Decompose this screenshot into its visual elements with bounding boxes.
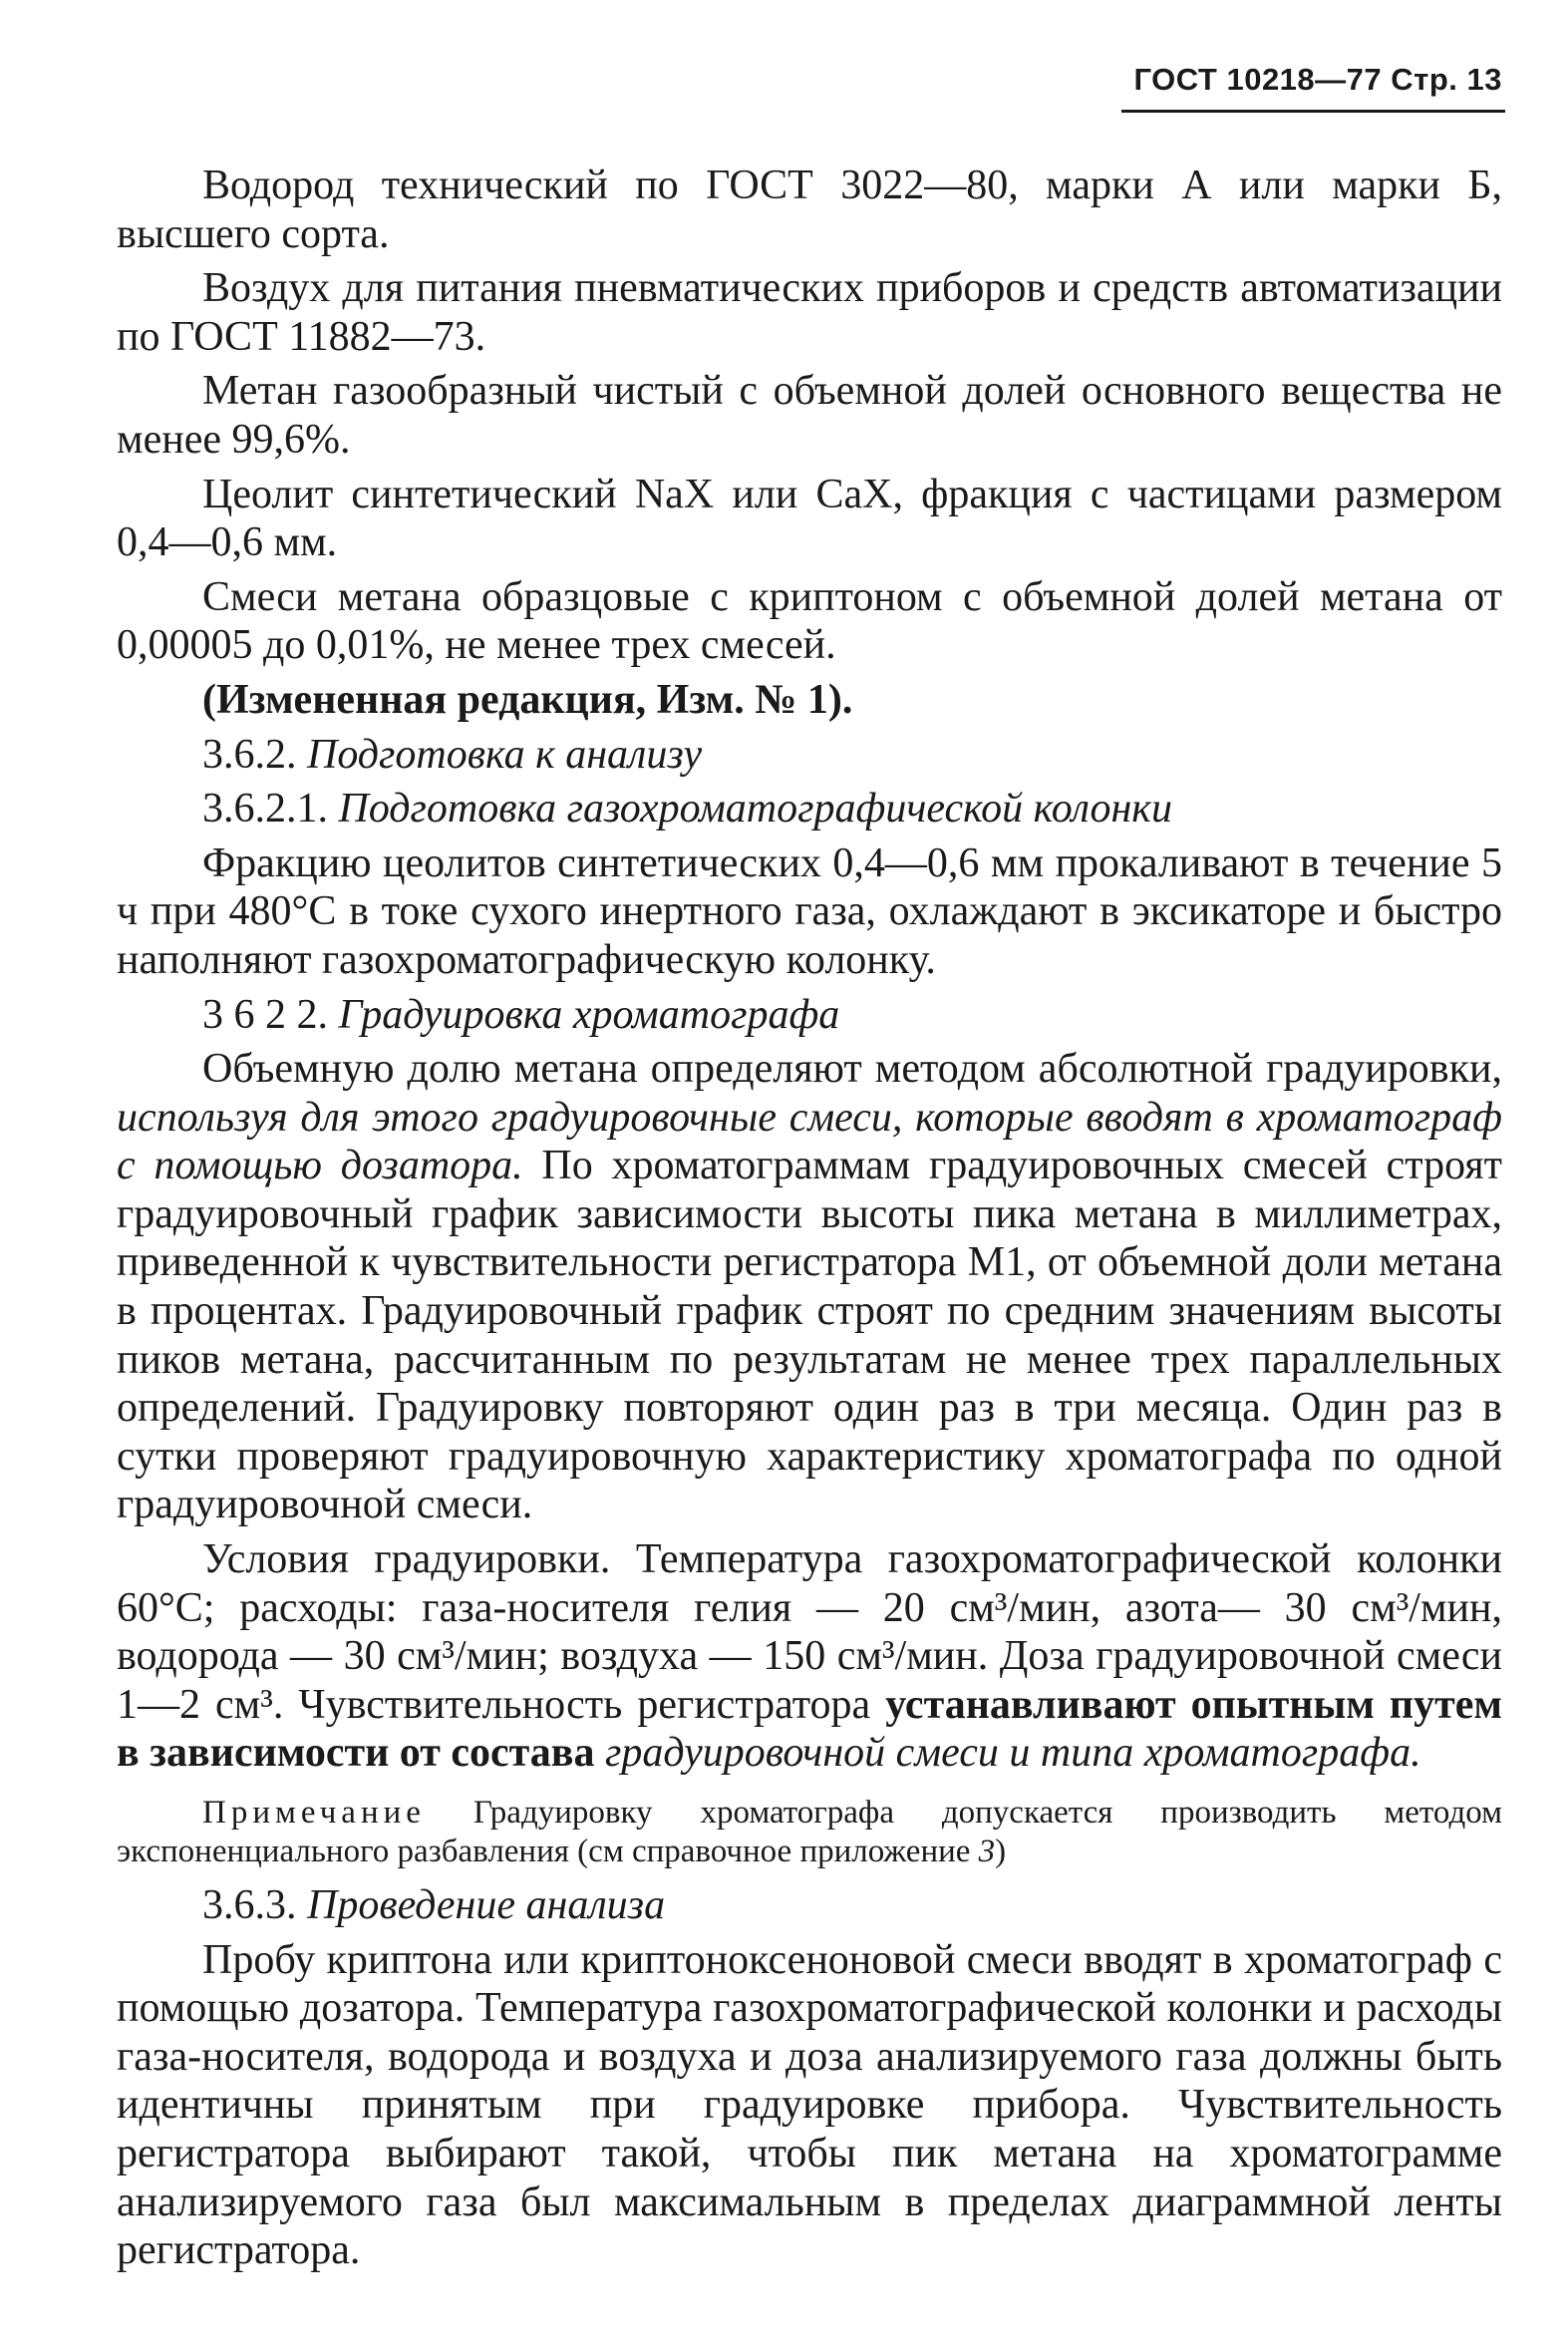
paragraph-mixtures: Смеси метана образцовые с криптоном с объемной долей метана от 0,00005 до 0,01%, не менее трех смесей. [117, 573, 1502, 669]
section-title: Градуировка хроматографа [338, 991, 840, 1038]
section-title: Проведение анализа [307, 1882, 666, 1928]
calibration-text-c: По хроматограммам градуировочных смесей строят градуировочный график зависимости высоты пика метана в миллиметрах, приведенной к чувствительности регистратора М1, от объемной доли метана в процентах. Градуировочный график строят по средним значениям высоты пиков метана, рассчитанным по результатам не менее трех параллельных определений. Градуировку повторяют один раз в три месяца. Один раз в сутки проверяют градуировочную характеристику хроматографа по одной градуировочной смеси. [117, 1143, 1503, 1528]
header-rule [1121, 110, 1505, 113]
section-title: Подготовка к анализу [307, 731, 703, 778]
conditions-text-a: Условия градуировки. Температура газохроматографической колонки 60°С; расходы: газа-носителя гелия — 20 см³/мин, азота— 30 см³/мин, водорода — 30 см³/мин; воздуха — 150 см³/мин. Доза градуировочной смеси 1—2 см³. Чувствительность регистратора [117, 1536, 1502, 1728]
section-3-6-2-1-heading [117, 785, 1502, 834]
paragraph-hydrogen: Водород технический по ГОСТ 3022—80, марки А или марки Б, высшего сорта. [117, 163, 1502, 257]
section-number: 3.6.2. [202, 731, 297, 778]
section-number: 3.6.2.1. [202, 786, 328, 833]
amendment-note: (Измененная редакция, Изм. № 1). [202, 676, 853, 723]
note-label: Примечание [202, 1795, 426, 1831]
section-3-6-3-heading [117, 1881, 1502, 1930]
conditions-text-b: устанавливают опытным путем в зависимости от состава [117, 1681, 1502, 1777]
document-body [117, 162, 1502, 2275]
note-end: ) [995, 1834, 1007, 1869]
paragraph-zeolite: Цеолит синтетический NaX или CaX, фракция с частицами размером 0,4—0,6 мм. [117, 471, 1502, 566]
page-number: Стр. 13 [1391, 62, 1502, 97]
paragraph-calibration-conditions [117, 1535, 1502, 1778]
section-3-6-2-heading [117, 731, 1502, 780]
section-number: 3.6.3. [202, 1882, 297, 1928]
section-3-6-2-2-heading [117, 991, 1502, 1040]
paragraph-calibration [117, 1045, 1502, 1529]
paragraph-air: Воздух для питания пневматических приборов и средств автоматизации по ГОСТ 11882—73. [117, 265, 1502, 360]
conditions-text-c: градуировочной смеси и типа хроматографа. [605, 1730, 1421, 1777]
section-title: Подготовка газохроматографической колонки [338, 786, 1172, 833]
page-header [1134, 62, 1502, 98]
paragraph-column-prep: Фракцию цеолитов синтетических 0,4—0,6 мм прокаливают в течение 5 ч при 480°С в токе сухого инертного газа, охлаждают в эксикаторе и быстро наполняют газохроматографическую колонку. [117, 839, 1502, 983]
note-text: Градуировку хроматографа допускается производить методом экспоненциального разбавления (см справочное приложение [117, 1795, 1502, 1869]
paragraph-methane: Метан газообразный чистый с объемной долей основного вещества не менее 99,6%. [117, 368, 1502, 463]
note-reference: 3 [978, 1834, 996, 1869]
footnote [117, 1794, 1502, 1871]
standard-number: ГОСТ 10218—77 [1133, 62, 1383, 97]
calibration-text-a: Объемную долю метана определяют методом абсолютной градуировки, [202, 1046, 1502, 1093]
calibration-text-b: используя для этого градуировочные смеси, которые вводят в хроматограф с помощью дозатора. [117, 1094, 1502, 1189]
section-number: 3 6 2 2. [202, 991, 328, 1038]
paragraph-analysis: Пробу криптона или криптоноксеноновой смеси вводят в хроматограф с помощью дозатора. Температура газохроматографической колонки и расходы газа-носителя, водорода и воздуха и доза анализируемого газа должны быть идентичны принятым при градуировке прибора. Чувствительность регистратора выбирают такой, чтобы пик метана на хроматограмме анализируемого газа был максимальным в пределах диаграммной ленты регистратора. [117, 1936, 1502, 2274]
